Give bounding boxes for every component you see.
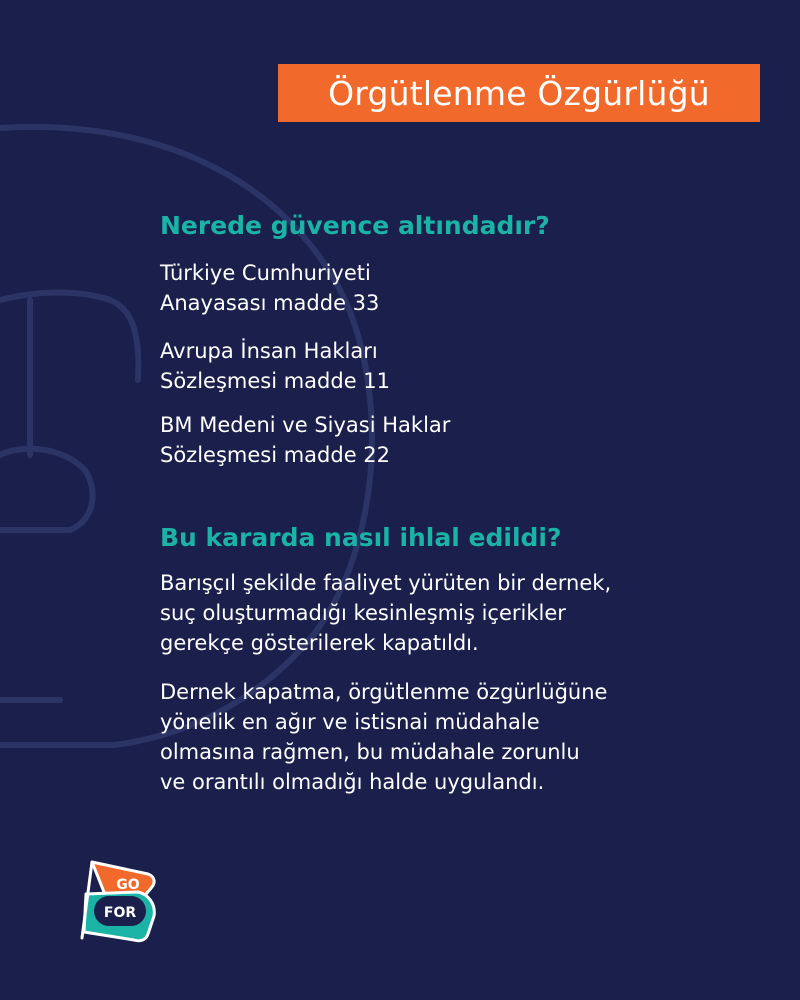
guarantee-item: [160, 258, 760, 318]
item-line: Sözleşmesi madde 11: [160, 369, 391, 393]
paragraph-line: gerekçe gösterilerek kapatıldı.: [160, 631, 479, 655]
guarantee-item: [160, 336, 760, 396]
item-line: Anayasası madde 33: [160, 291, 380, 315]
title-banner: [278, 64, 760, 122]
section-heading: Nerede güvence altındadır?: [160, 211, 550, 240]
section-violation: [160, 522, 760, 554]
paragraph-line: olmasına rağmen, bu müdahale zorunlu: [160, 740, 580, 764]
section-heading: Bu kararda nasıl ihlal edildi?: [160, 523, 562, 552]
guarantee-item: [160, 410, 760, 470]
page-title: Örgütlenme Özgürlüğü: [328, 73, 710, 113]
gofor-logo: [78, 854, 160, 946]
logo-bottom-text: FOR: [103, 905, 137, 921]
violation-paragraph: [160, 677, 760, 797]
item-line: BM Medeni ve Siyasi Haklar: [160, 413, 451, 437]
item-line: Sözleşmesi madde 22: [160, 443, 391, 467]
item-line: Türkiye Cumhuriyeti: [160, 261, 371, 285]
paragraph-line: Dernek kapatma, örgütlenme özgürlüğüne: [160, 680, 608, 704]
item-line: Avrupa İnsan Hakları: [160, 339, 378, 363]
paragraph-line: yönelik en ağır ve istisnai müdahale: [160, 710, 540, 734]
paragraph-line: Barışçıl şekilde faaliyet yürüten bir dernek,: [160, 571, 612, 595]
violation-paragraph: [160, 568, 760, 658]
logo-top-text: GO: [116, 877, 140, 893]
paragraph-line: ve orantılı olmadığı halde uygulandı.: [160, 770, 545, 794]
section-guarantee: [160, 210, 760, 242]
paragraph-line: suç oluşturmadığı kesinleşmiş içerikler: [160, 601, 566, 625]
